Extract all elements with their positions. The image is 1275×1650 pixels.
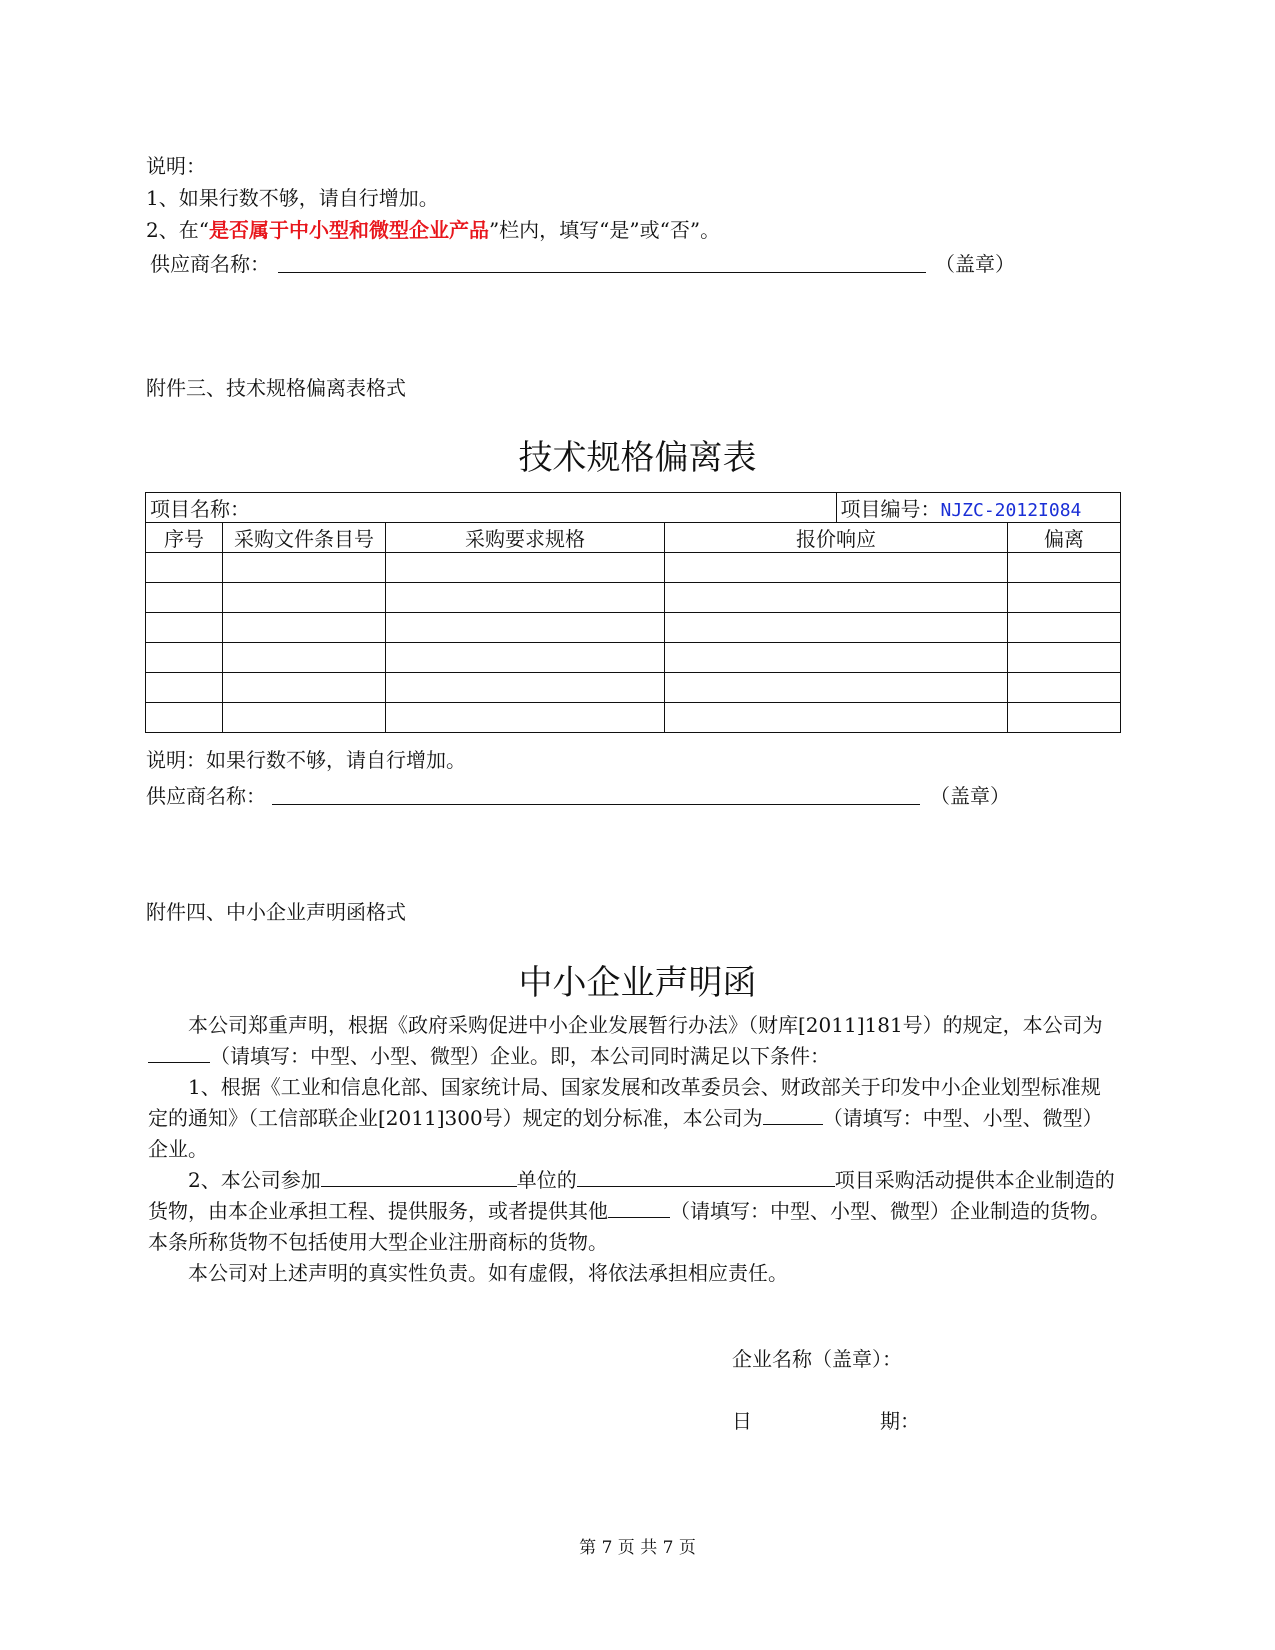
p3-part-d: （请填写：中型、小型、微型）企业制造的货物。本条所称货物不包括使用大型企业注册商标的货物。 bbox=[148, 1199, 1110, 1254]
table-cell[interactable] bbox=[1008, 673, 1121, 703]
table-cell[interactable] bbox=[1008, 703, 1121, 733]
table-cell[interactable] bbox=[223, 553, 386, 583]
size-blank-1[interactable] bbox=[148, 1044, 210, 1063]
table-header-row bbox=[146, 523, 1121, 553]
project-name-cell bbox=[146, 493, 837, 523]
table-row bbox=[146, 613, 1121, 643]
annex3-title: 技术规格偏离表 bbox=[518, 438, 757, 478]
table-cell[interactable] bbox=[1008, 583, 1121, 613]
note-item-1: 1、如果行数不够，请自行增加。 bbox=[146, 186, 439, 210]
p2-part-b: （请填写：中型、小型、微型）企业。 bbox=[148, 1106, 1103, 1161]
table-cell[interactable] bbox=[223, 613, 386, 643]
p2-part-a: 1、根据《工业和信息化部、国家统计局、国家发展和改革委员会、财政部关于印发中小企业划型标准规定的通知》（工信部联企业[2011]300号）规定的划分标准，本公司为 bbox=[148, 1075, 1101, 1130]
table-cell[interactable] bbox=[146, 673, 223, 703]
page-number: 第 7 页 共 7 页 bbox=[579, 1538, 696, 1558]
table-cell[interactable] bbox=[386, 643, 665, 673]
table-row bbox=[146, 643, 1121, 673]
col-header-spec: 采购要求规格 bbox=[386, 523, 665, 553]
note-item-2-highlight: 是否属于中小型和微型企业产品 bbox=[208, 218, 489, 242]
note-item-2-prefix: 2、在“ bbox=[146, 218, 209, 242]
p3-part-b: 单位的 bbox=[516, 1168, 577, 1192]
table-row bbox=[146, 703, 1121, 733]
table-project-row bbox=[146, 493, 1121, 523]
table-cell[interactable] bbox=[1008, 613, 1121, 643]
table-cell[interactable] bbox=[146, 613, 223, 643]
table-cell[interactable] bbox=[665, 703, 1008, 733]
table-cell[interactable] bbox=[223, 703, 386, 733]
p1-part-a: 本公司郑重声明，根据《政府采购促进中小企业发展暂行办法》（财库[2011]181号）的规定，本公司为 bbox=[188, 1013, 1103, 1037]
declaration-paragraph-3 bbox=[148, 1165, 1118, 1258]
table-cell[interactable] bbox=[223, 673, 386, 703]
annex4-heading: 附件四、中小企业声明函格式 bbox=[146, 900, 406, 924]
deviation-table bbox=[145, 492, 1121, 733]
table-cell[interactable] bbox=[1008, 553, 1121, 583]
table-row bbox=[146, 553, 1121, 583]
size-blank-3[interactable] bbox=[608, 1199, 670, 1218]
table-cell[interactable] bbox=[665, 613, 1008, 643]
table-cell[interactable] bbox=[1008, 643, 1121, 673]
project-no-label: 项目编号： bbox=[840, 497, 941, 521]
col-header-deviation: 偏离 bbox=[1008, 523, 1121, 553]
date-label-part-2: 期： bbox=[880, 1409, 920, 1433]
table-cell[interactable] bbox=[146, 643, 223, 673]
size-blank-2[interactable] bbox=[763, 1106, 823, 1125]
supplier-name-line-1[interactable] bbox=[278, 272, 926, 273]
col-header-seq: 序号 bbox=[146, 523, 223, 553]
table-cell[interactable] bbox=[146, 553, 223, 583]
annex3-heading: 附件三、技术规格偏离表格式 bbox=[146, 376, 406, 400]
table-cell[interactable] bbox=[146, 583, 223, 613]
annex3-note: 说明：如果行数不够，请自行增加。 bbox=[146, 748, 466, 772]
p1-part-b: （请填写：中型、小型、微型）企业。即，本公司同时满足以下条件： bbox=[210, 1044, 830, 1068]
p3-part-c: 项目采购活动提供本企业制造的货物，由本企业承担工程、提供服务，或者提供其他 bbox=[148, 1168, 1115, 1223]
supplier-label-2: 供应商名称： bbox=[146, 784, 266, 808]
company-name-label: 企业名称（盖章）： bbox=[732, 1347, 902, 1371]
table-cell[interactable] bbox=[146, 703, 223, 733]
unit-blank[interactable] bbox=[321, 1168, 517, 1187]
project-no-cell bbox=[836, 493, 1121, 523]
project-name-label: 项目名称： bbox=[150, 497, 250, 521]
table-row bbox=[146, 583, 1121, 613]
table-cell[interactable] bbox=[665, 673, 1008, 703]
seal-label-2: （盖章） bbox=[930, 784, 1010, 808]
date-label-part-1: 日 bbox=[732, 1409, 752, 1433]
project-no-value: NJZC-2012I084 bbox=[940, 500, 1082, 521]
col-header-response: 报价响应 bbox=[665, 523, 1008, 553]
col-header-clause: 采购文件条目号 bbox=[223, 523, 386, 553]
note-item-2 bbox=[146, 214, 720, 243]
table-cell[interactable] bbox=[665, 583, 1008, 613]
p3-part-a: 2、本公司参加 bbox=[188, 1168, 321, 1192]
table-cell[interactable] bbox=[386, 553, 665, 583]
table-cell[interactable] bbox=[386, 673, 665, 703]
supplier-name-line-2[interactable] bbox=[272, 804, 920, 805]
table-cell[interactable] bbox=[386, 583, 665, 613]
seal-label-1: （盖章） bbox=[935, 252, 1015, 276]
note-title: 说明： bbox=[146, 154, 206, 178]
table-cell[interactable] bbox=[665, 553, 1008, 583]
note-item-2-suffix: ”栏内，填写“是”或“否”。 bbox=[488, 218, 721, 242]
table-row bbox=[146, 673, 1121, 703]
supplier-label-1: 供应商名称： bbox=[150, 252, 270, 276]
project-blank[interactable] bbox=[577, 1168, 835, 1187]
table-cell[interactable] bbox=[223, 643, 386, 673]
annex4-title: 中小企业声明函 bbox=[518, 963, 757, 1003]
declaration-paragraph-2 bbox=[148, 1072, 1118, 1165]
table-cell[interactable] bbox=[386, 703, 665, 733]
declaration-paragraph-4: 本公司对上述声明的真实性负责。如有虚假，将依法承担相应责任。 bbox=[188, 1261, 788, 1285]
table-cell[interactable] bbox=[386, 613, 665, 643]
declaration-paragraph-1 bbox=[148, 1010, 1118, 1072]
table-cell[interactable] bbox=[665, 643, 1008, 673]
table-cell[interactable] bbox=[223, 583, 386, 613]
